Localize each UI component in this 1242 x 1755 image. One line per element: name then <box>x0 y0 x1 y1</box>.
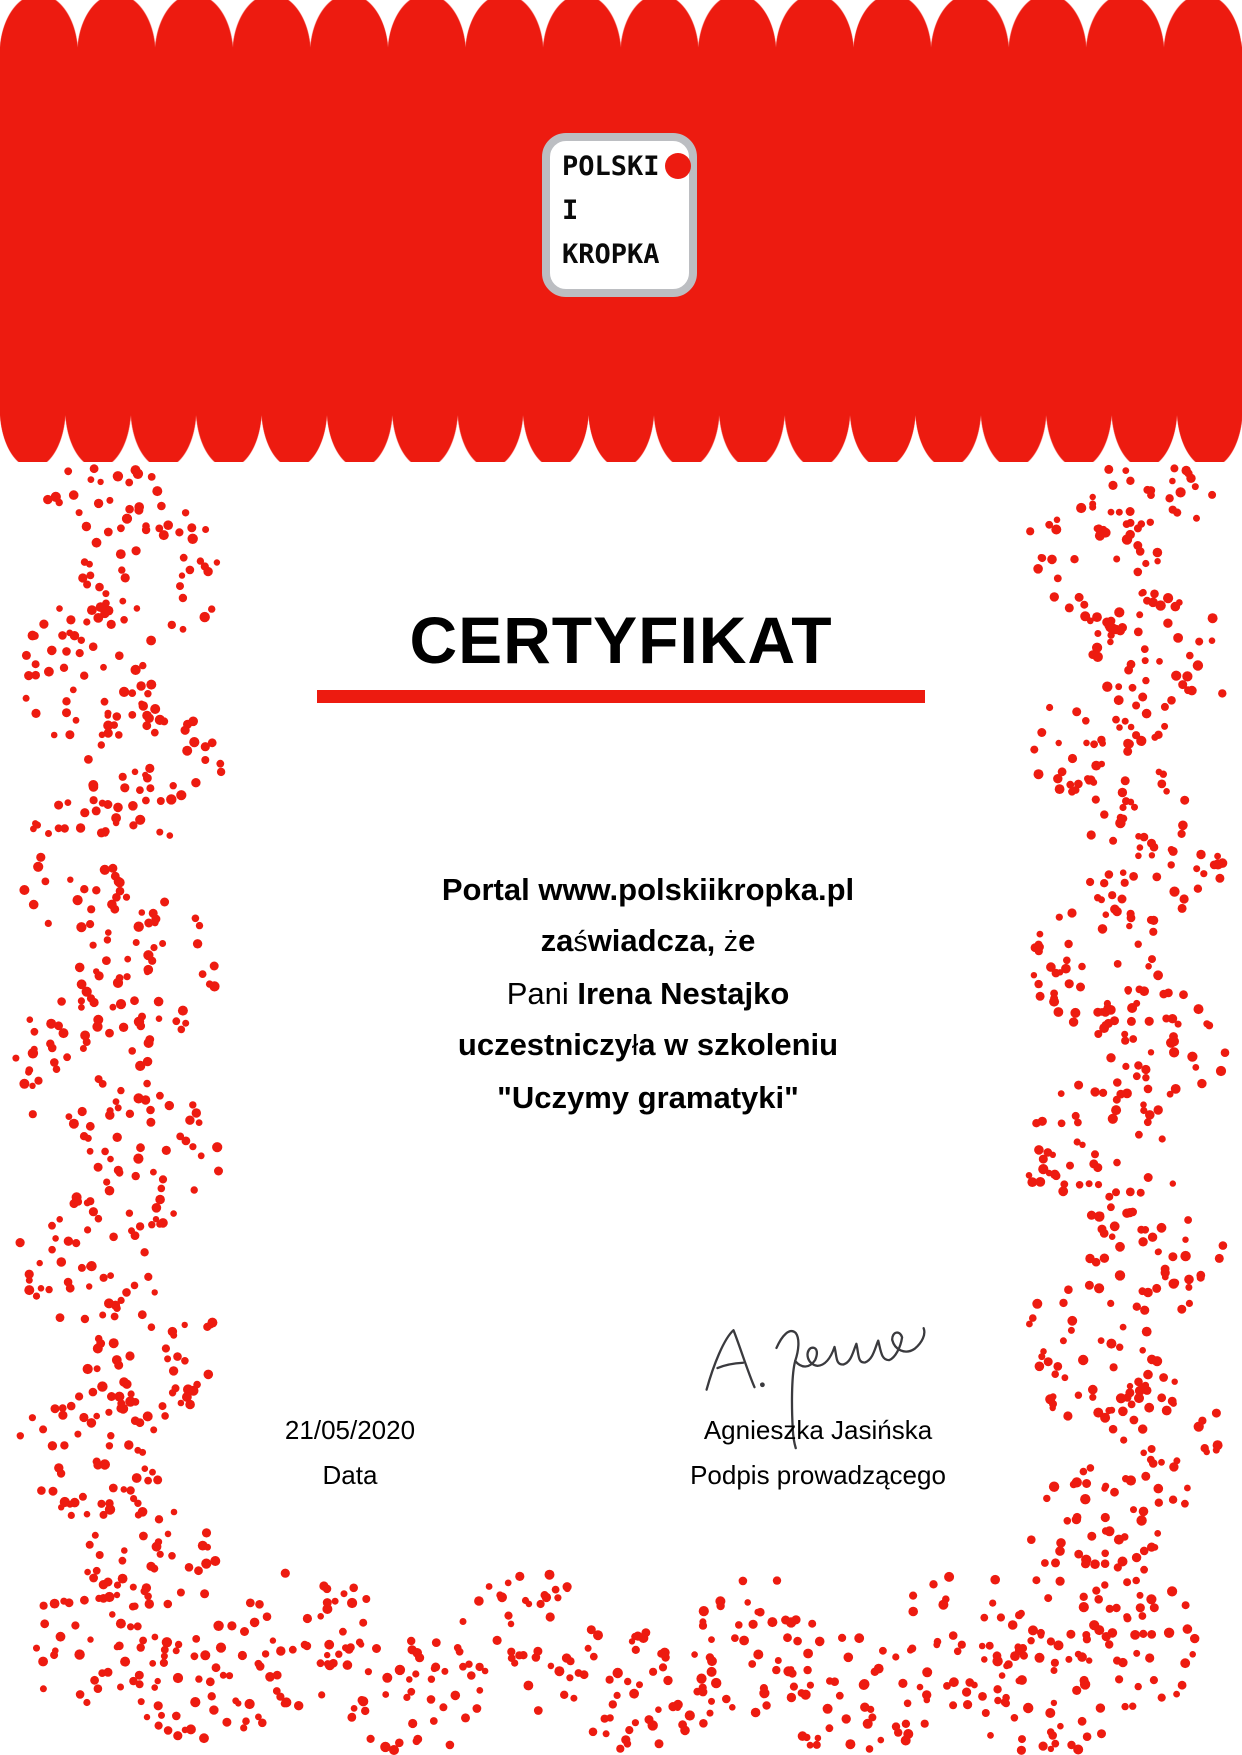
signer-block <box>618 1408 1018 1498</box>
signer-name: Agnieszka Jasińska <box>703 1415 933 1445</box>
text-segment: Portal www.polskiikropka.pl <box>441 872 855 907</box>
certificate-body <box>54 864 1242 1123</box>
date-block <box>230 1408 470 1498</box>
logo-text-line <box>562 188 689 232</box>
date-value: 21/05/2020 <box>284 1415 416 1445</box>
text-segment: ł <box>631 1030 639 1062</box>
body-line-course-title <box>54 1072 1242 1123</box>
body-line-recipient <box>54 968 1242 1019</box>
body-line-zaswiadcza <box>54 915 1242 968</box>
text-segment: e <box>738 923 756 958</box>
text-segment: "Uczymy gramatyki" <box>497 1080 799 1115</box>
text-segment: Pani <box>506 976 578 1011</box>
text-segment: ś <box>573 926 588 958</box>
text-segment: za <box>540 923 574 958</box>
logo-word-kropka: KROPKA <box>562 238 660 270</box>
signer-label: Podpis prowadzącego <box>690 1460 946 1490</box>
text-segment: wiadcza, <box>587 923 724 958</box>
text-segment: ż <box>723 926 739 958</box>
logo-text-line <box>562 232 689 276</box>
body-line-portal <box>54 864 1242 915</box>
date-label: Data <box>322 1460 378 1490</box>
title-underline <box>317 690 925 703</box>
text-segment: uczestniczy <box>457 1027 632 1062</box>
text-segment: Irena Nestajko <box>577 976 790 1011</box>
logo-word-polski: POLSKI <box>562 150 660 182</box>
logo-text-line <box>562 144 689 188</box>
certificate-title: CERTYFIKAT <box>409 603 833 677</box>
text-segment: a w szkoleniu <box>638 1027 839 1062</box>
body-line-participation <box>54 1019 1242 1072</box>
logo-dot-icon <box>665 153 691 179</box>
logo-word-i: I <box>562 194 579 226</box>
logo <box>542 133 697 297</box>
